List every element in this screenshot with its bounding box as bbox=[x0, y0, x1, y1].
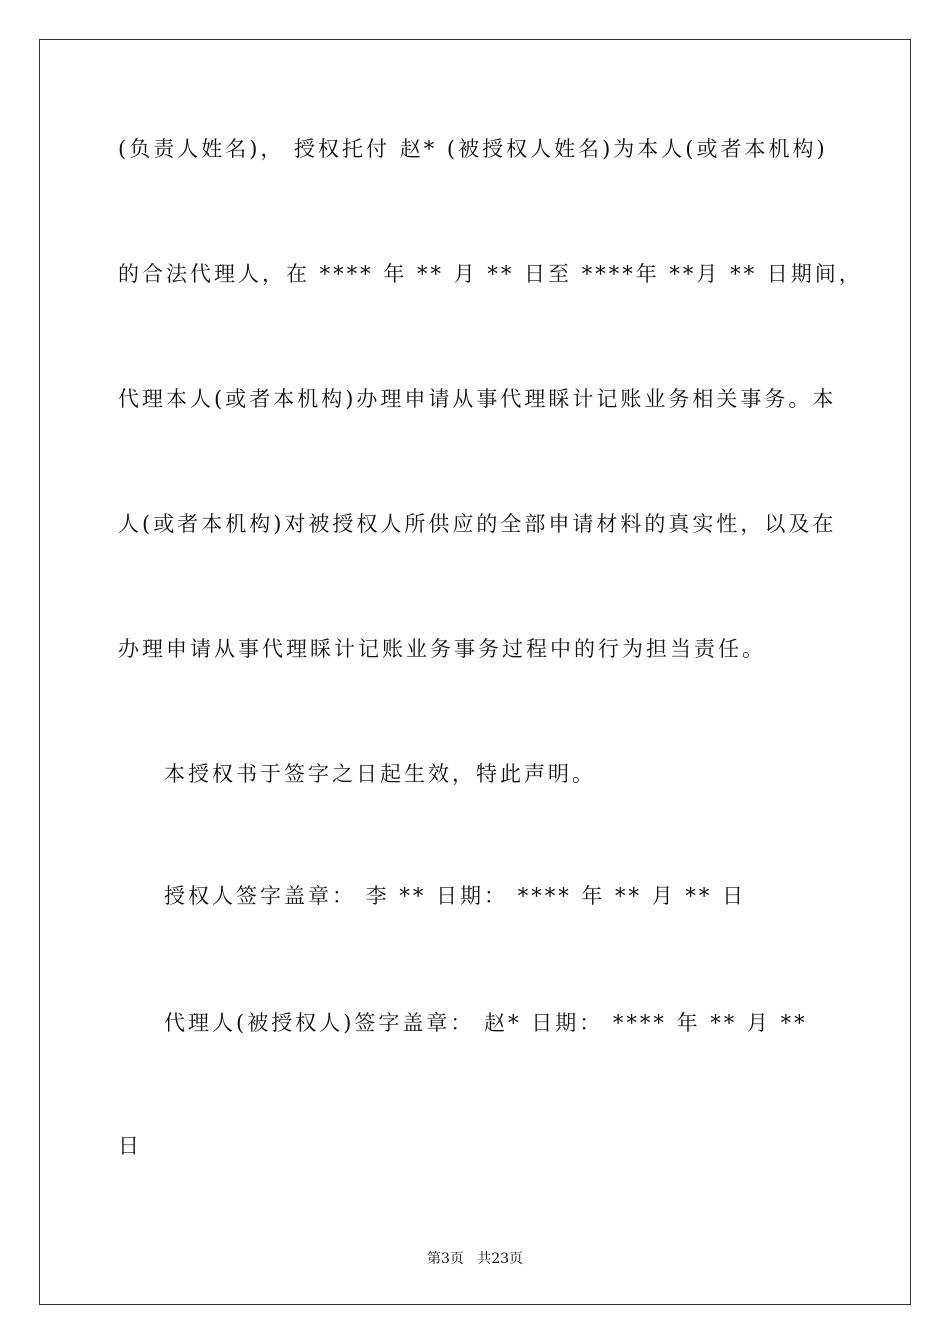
body-line-2: 的合法代理人，在 **** 年 ** 月 ** 日至 ****年 **月 ** 日期间， bbox=[118, 262, 863, 286]
effective-statement: 本授权书于签字之日起生效，特此声明。 bbox=[164, 762, 596, 786]
body-line-1: (负责人姓名)， 授权托付 赵* (被授权人姓名)为本人(或者本机构) bbox=[118, 137, 828, 161]
body-line-4: 人(或者本机构)对被授权人所供应的全部申请材料的真实性，以及在 bbox=[118, 512, 837, 536]
agent-signature-line: 代理人(被授权人)签字盖章： 赵* 日期： **** 年 ** 月 ** bbox=[164, 1011, 808, 1035]
body-line-3: 代理本人(或者本机构)办理申请从事代理睬计记账业务相关事务。本 bbox=[118, 387, 837, 411]
grantor-signature-line: 授权人签字盖章： 李 ** 日期： **** 年 ** 月 ** 日 bbox=[164, 884, 747, 908]
body-line-5: 办理申请从事代理睬计记账业务事务过程中的行为担当责任。 bbox=[118, 637, 766, 661]
agent-signature-line-continued: 日 bbox=[118, 1134, 142, 1158]
page-frame bbox=[39, 39, 911, 1305]
page-footer: 第3页 共23页 bbox=[426, 1251, 524, 1267]
